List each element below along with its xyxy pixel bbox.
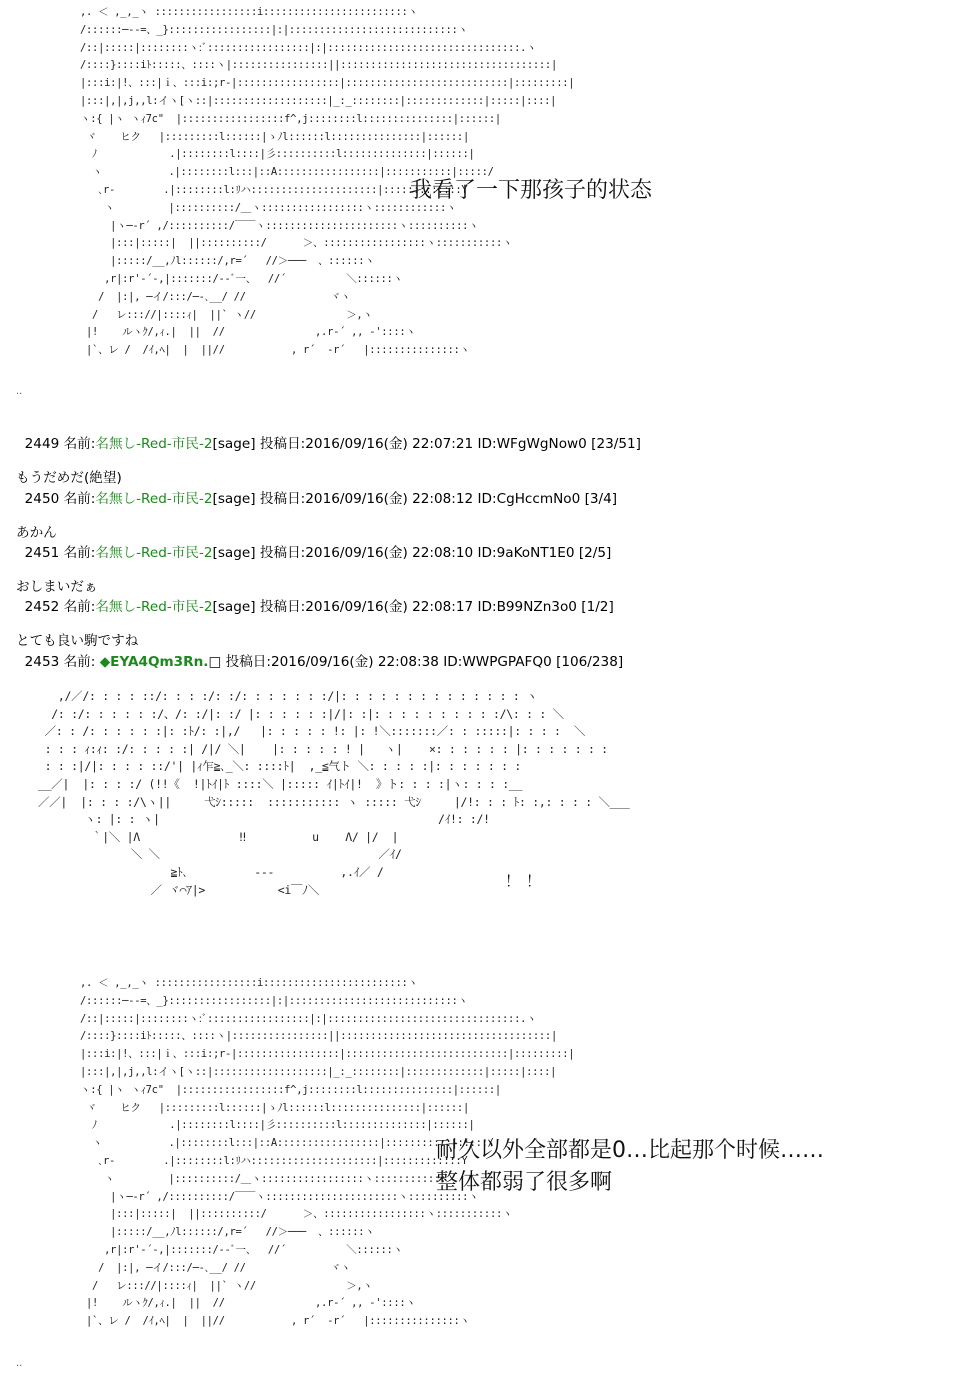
separator-dots-top: .. bbox=[16, 386, 23, 397]
post-date: 2016/09/16(金) 22:08:12 bbox=[305, 491, 474, 507]
poster-id: ID:WWPGPAFQ0 bbox=[443, 654, 552, 670]
post-body: おしまいだぁ bbox=[16, 579, 98, 595]
name-label: 名前: bbox=[63, 545, 96, 561]
poster-id: ID:CgHccmNo0 bbox=[477, 491, 581, 507]
poster-trip[interactable]: ◆EYA4Qm3Rn. bbox=[99, 654, 209, 670]
post-count: [23/51] bbox=[591, 436, 641, 452]
name-label: 名前: bbox=[63, 436, 96, 452]
date-label: 投稿日: bbox=[259, 599, 306, 615]
date-label: 投稿日: bbox=[259, 491, 306, 507]
post-number: 2451 bbox=[24, 545, 60, 561]
separator-dots-bottom: .. bbox=[16, 1358, 23, 1369]
caption-bottom-line-2: 整体都弱了很多啊 bbox=[436, 1170, 613, 1195]
mail-field: [sage] bbox=[212, 599, 256, 615]
exclamation-marks: ！！ bbox=[505, 872, 548, 890]
name-label: 名前: bbox=[63, 491, 96, 507]
name-label: 名前: bbox=[63, 599, 96, 615]
poster-id: ID:WFgWgNow0 bbox=[477, 436, 587, 452]
poster-id: ID:B99NZn3o0 bbox=[477, 599, 577, 615]
poster-id: ID:9aKoNT1E0 bbox=[477, 545, 575, 561]
post-count: [1/2] bbox=[581, 599, 614, 615]
caption-bottom-line-1: 耐久以外全部都是0…比起那个时候…… bbox=[436, 1138, 824, 1163]
post-body: とても良い駒ですね bbox=[16, 633, 139, 649]
post-count: [3/4] bbox=[584, 491, 618, 507]
post-date: 2016/09/16(金) 22:08:38 bbox=[271, 654, 439, 670]
post-2453 bbox=[16, 637, 623, 671]
post-count: [106/238] bbox=[556, 654, 624, 670]
post-number: 2450 bbox=[24, 491, 60, 507]
post-body: あかん bbox=[16, 525, 57, 541]
post-count: [2/5] bbox=[578, 545, 612, 561]
poster-name[interactable]: 名無し-Red-市民-2 bbox=[95, 436, 213, 452]
date-label: 投稿日: bbox=[259, 545, 306, 561]
mail-box-icon: □ bbox=[208, 654, 222, 670]
date-label: 投稿日: bbox=[259, 436, 306, 452]
caption-top: 我看了一下那孩子的状态 bbox=[410, 178, 653, 203]
ascii-art-character-bottom: ,. ＜ ,_,_ヽ :::::::::::::::::i::::::::::::::::::::::::ヽ /::::::─-‐=、_}:::::::::::::::::|:|::::::::::::::::::::::::::::ヽ /::|:::::|::::::::ヽ:ﾞ:::::::::::::::::|:|::::::::::::::::::::::::::::::::.ヽ /::::}::::iﾄ:::::、::::ヽ|::::::::::::::::||:::::::::::::::::::::::::::::::::::| |:::i:|!、:::|ｉ、:::i:;r‐|:::::::::::::::::|:::::::::::::::::::::::::::|:::::::::| |:::|,|,j,,l:イヽ[ヽ::|:::::::::::::::::::|_:_::::::::|:::::::::::::|:::::|::::| ヽ:{ |ヽ ヽｨ7c" |:::::::::::::::::f^,j::::::::l:::::::::::::::|::::::| ヾ ヒク |:::::::::l::::::|ゝﾉl::::::l:::::::::::::::|::::::| ﾉ .|::::::::l::::|彡::::::::::l::::::::::::::|::::::| ヽ .|::::::::l:::|::A:::::::::::::::::|:::::::::::|:::::/ ､r‐ .|::::::::l:ﾘハ:::::::::::::::::::::|:::::::::::::Y ヽ |::::::::::/＿ヽ:::::::::::::::::ヽ::::::::::::ヽ |ヽ─-r´ ,/::::::::::/￣￣ヽ::::::::::::::::::::::ヽ::::::::::ヽ |:::|:::::| ||::::::::::/ ＞、:::::::::::::::::ヽ:::::::::::ヽ |:::::/__,ﾉl::::::/,r=´ //＞─── 、::::::ヽ ,r|:r'‐´-,|:::::::/-‐ﾞ一、 //´ ＼::::::ヽ / |:|, ─イ/:::/─-､__/ // ヾヽ / レ::://|::::ｨ| ||` ヽ// ＞,ヽ |! ルヽｸ/,ｨ.| || // ,.r‐´ ,, -'::::ヽ |`、レ / /ｲ,ﾍ| | ||// , r´ ‐r´ |:::::::::::::::ヽ bbox=[80, 977, 575, 1328]
post-number: 2453 bbox=[24, 654, 60, 670]
ascii-art-character-middle: ,/／/: : : : ::/: : : :/: :/: : : : : : :/|: : : : : : : : : : : : : : ヽ /: :/: : : : : :/、/: :/|: :/ |: : : : : :|/|: :|: : : : : : : : : :/\: : : ＼ ／: : /: : : : : :|: :ﾄ/: :|,/ |: : : : : !: |: !＼:::::::／: : :::::|: : : : ＼ : : : ｨ:ｨ: :/: : : : :| /|/ ＼| |: : : : : ! | ヽ| ×: : : : : : |: : : : : : : : : :|/|: : : : ::/'| |ｨ乍≧､_＼: ::::ﾄ| ,_≦气ト ＼: : : : :|: : : : : : : __／| |: : : :/ (!!《 !|ﾄｲ|ﾄ ::::＼ |::::: ｲ|ﾄｲ|! 》ト: : : :|ヽ: : : :__ ／／| |: : : :/\ヽ|| 弋ｼ::::: ::::::::::: ヽ ::::: 弋ｼ |/!: : : ﾄ: :,: : : : ＼___ ヽ: |: : ヽ| /ｲ!: :/! ｀|＼ |Λ ‼ u Λ/ |/ | ＼ ＼ ／ｲ/ ≧ﾄ､ -‐‐ ,.ｲ／ / ／ ヾ⌒ｱ|> <i￣ﾉ＼ bbox=[38, 689, 630, 897]
post-body: もうだめだ(絶望) bbox=[16, 470, 122, 486]
post-date: 2016/09/16(金) 22:08:17 bbox=[305, 599, 474, 615]
post-date: 2016/09/16(金) 22:08:10 bbox=[305, 545, 474, 561]
mail-field: [sage] bbox=[212, 491, 256, 507]
poster-name[interactable]: 名無し-Red-市民-2 bbox=[95, 491, 213, 507]
mail-field: [sage] bbox=[212, 436, 256, 452]
post-number: 2452 bbox=[24, 599, 60, 615]
date-label: 投稿日: bbox=[225, 654, 271, 670]
ascii-art-character-top: ,. ＜ ,_,_ヽ :::::::::::::::::i::::::::::::::::::::::::ヽ /::::::─-‐=、_}:::::::::::::::::|:|::::::::::::::::::::::::::::ヽ /::|:::::|::::::::ヽ:ﾞ:::::::::::::::::|:|::::::::::::::::::::::::::::::::.ヽ /::::}::::iﾄ:::::、::::ヽ|::::::::::::::::||:::::::::::::::::::::::::::::::::::| |:::i:|!、:::|ｉ、:::i:;r‐|:::::::::::::::::|:::::::::::::::::::::::::::|:::::::::| |:::|,|,j,,l:イヽ[ヽ::|:::::::::::::::::::|_:_::::::::|:::::::::::::|:::::|::::| ヽ:{ |ヽ ヽｨ7c" |:::::::::::::::::f^,j::::::::l:::::::::::::::|::::::| ヾ ヒク |:::::::::l::::::|ゝﾉl::::::l:::::::::::::::|::::::| ﾉ .|::::::::l::::|彡::::::::::l::::::::::::::|::::::| ヽ .|::::::::l:::|::A:::::::::::::::::|:::::::::::|:::::/ ､r‐ .|::::::::l:ﾘハ:::::::::::::::::::::|:::::::::::::Y ヽ |::::::::::/＿ヽ:::::::::::::::::ヽ::::::::::::ヽ |ヽ─-r´ ,/::::::::::/￣￣ヽ::::::::::::::::::::::ヽ::::::::::ヽ |:::|:::::| ||::::::::::/ ＞、:::::::::::::::::ヽ:::::::::::ヽ |:::::/__,ﾉl::::::/,r=´ //＞─── 、::::::ヽ ,r|:r'‐´-,|:::::::/-‐ﾞ一、 //´ ＼::::::ヽ / |:|, ─イ/:::/─-､__/ // ヾヽ / レ::://|::::ｨ| ||` ヽ// ＞,ヽ |! ルヽｸ/,ｨ.| || // ,.r‐´ ,, -'::::ヽ |`、レ / /ｲ,ﾍ| | ||// , r´ ‐r´ |:::::::::::::::ヽ bbox=[80, 6, 575, 357]
name-label: 名前: bbox=[63, 654, 96, 670]
mail-field: [sage] bbox=[212, 545, 256, 561]
post-number: 2449 bbox=[24, 436, 60, 452]
poster-name[interactable]: 名無し-Red-市民-2 bbox=[95, 545, 213, 561]
post-date: 2016/09/16(金) 22:07:21 bbox=[305, 436, 474, 452]
poster-name[interactable]: 名無し-Red-市民-2 bbox=[95, 599, 213, 615]
